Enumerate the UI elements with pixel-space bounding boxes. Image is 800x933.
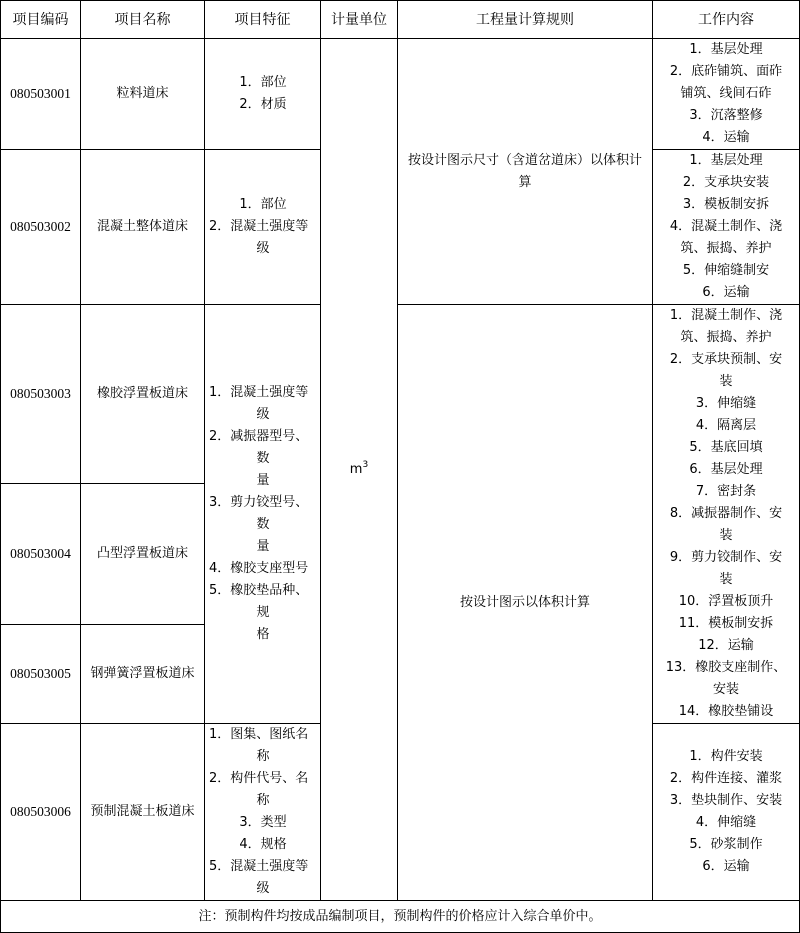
item-name: 钢弹簧浮置板道床 <box>81 625 205 724</box>
work-line: 10．浮置板顶升 <box>678 594 774 609</box>
work-line: 1．基层处理 <box>689 42 763 57</box>
item-work <box>653 150 800 305</box>
work-line: 装 <box>719 528 733 543</box>
work-line: 6．运输 <box>702 285 750 300</box>
unit-cell <box>321 39 398 901</box>
table-row <box>1 305 800 484</box>
item-name: 橡胶浮置板道床 <box>81 305 205 484</box>
feature-line: 级 <box>256 407 270 422</box>
item-name: 粒料道床 <box>81 39 205 150</box>
work-line: 4．混凝土制作、浇 <box>669 219 783 234</box>
item-work <box>653 724 800 901</box>
feature-line: 4．规格 <box>239 837 287 852</box>
feature-line: 2．减振器型号、 <box>209 429 309 444</box>
work-line: 装 <box>719 374 733 389</box>
work-line: 1．构件安装 <box>689 749 763 764</box>
feature-line: 5．混凝土强度等 <box>209 859 309 874</box>
item-features <box>205 39 321 150</box>
header-features: 项目特征 <box>205 1 321 39</box>
feature-line: 规 <box>256 605 270 620</box>
feature-line: 3．剪力铰型号、 <box>209 495 309 510</box>
item-features <box>205 724 321 901</box>
feature-line: 数 <box>256 517 270 532</box>
feature-line: 2．混凝土强度等 <box>209 219 309 234</box>
feature-line: 5．橡胶垫品种、 <box>209 583 309 598</box>
work-line: 装 <box>719 572 733 587</box>
work-line: 筑、振捣、养护 <box>680 241 772 256</box>
feature-line: 称 <box>256 793 270 808</box>
work-line: 筑、振捣、养护 <box>680 330 772 345</box>
feature-line: 量 <box>256 539 270 554</box>
work-line: 4．伸缩缝 <box>695 815 757 830</box>
header-rule: 工程量计算规则 <box>398 1 653 39</box>
work-line: 6．基层处理 <box>689 462 763 477</box>
rule-text: 按设计图示以体积计算 <box>459 594 590 610</box>
item-features <box>205 150 321 305</box>
feature-line: 1．部位 <box>239 197 287 212</box>
feature-line: 3．类型 <box>239 815 287 830</box>
item-code: 080503005 <box>1 625 81 724</box>
work-line: 9．剪力铰制作、安 <box>669 550 783 565</box>
feature-line: 级 <box>256 881 270 896</box>
feature-line: 数 <box>256 451 270 466</box>
feature-line: 格 <box>256 627 270 642</box>
work-line: 4．隔离层 <box>695 418 757 433</box>
item-code: 080503003 <box>1 305 81 484</box>
header-unit: 计量单位 <box>321 1 398 39</box>
feature-line: 4．橡胶支座型号 <box>209 561 309 576</box>
shared-work <box>653 305 800 724</box>
work-line: 3．沉落整修 <box>689 108 763 123</box>
item-code: 080503006 <box>1 724 81 901</box>
feature-line: 1．图集、图纸名 <box>209 727 309 742</box>
feature-line: 量 <box>256 473 270 488</box>
item-work <box>653 39 800 150</box>
work-line: 安装 <box>712 682 739 697</box>
feature-line: 1．部位 <box>239 75 287 90</box>
work-line: 7．密封条 <box>695 484 757 499</box>
note-row <box>1 901 800 933</box>
work-line: 14．橡胶垫铺设 <box>678 704 774 719</box>
header-name: 项目名称 <box>81 1 205 39</box>
work-line: 3．伸缩缝 <box>695 396 757 411</box>
item-code: 080503002 <box>1 150 81 305</box>
shared-features <box>205 305 321 724</box>
table-row <box>1 39 800 150</box>
work-line: 1．基层处理 <box>689 153 763 168</box>
unit-exponent: 3 <box>362 459 369 470</box>
header-code: 项目编码 <box>1 1 81 39</box>
work-line: 5．砂浆制作 <box>689 837 763 852</box>
header-row <box>1 1 800 39</box>
work-line: 4．运输 <box>702 130 750 145</box>
feature-line: 2．构件代号、名 <box>209 771 309 786</box>
item-code: 080503001 <box>1 39 81 150</box>
rule-cell <box>398 39 653 305</box>
work-line: 2．底砟铺筑、面砟 <box>669 64 783 79</box>
work-line: 5．伸缩缝制安 <box>682 263 770 278</box>
work-line: 3．垫块制作、安装 <box>669 793 783 808</box>
work-line: 3．模板制安拆 <box>682 197 770 212</box>
work-line: 2．构件连接、灌浆 <box>669 771 783 786</box>
item-code: 080503004 <box>1 484 81 625</box>
feature-line: 称 <box>256 749 270 764</box>
item-name: 预制混凝土板道床 <box>81 724 205 901</box>
work-line: 12．运输 <box>698 638 754 653</box>
work-line: 13．橡胶支座制作、 <box>665 660 787 675</box>
unit-base: m <box>349 461 363 477</box>
feature-line: 级 <box>256 241 270 256</box>
feature-line: 2．材质 <box>239 97 287 112</box>
feature-line: 1．混凝土强度等 <box>209 385 309 400</box>
work-line: 2．支承块安装 <box>682 175 770 190</box>
header-work: 工作内容 <box>653 1 800 39</box>
rule-cell <box>398 305 653 901</box>
item-name: 凸型浮置板道床 <box>81 484 205 625</box>
work-line: 2．支承块预制、安 <box>669 352 783 367</box>
work-line: 5．基底回填 <box>689 440 763 455</box>
table-note: 注：预制构件均按成品编制项目，预制构件的价格应计入综合单价中。 <box>1 901 800 933</box>
work-line: 11．模板制安拆 <box>678 616 774 631</box>
rule-text: 按设计图示尺寸（含道岔道床）以体积计算 <box>408 152 643 190</box>
work-line: 铺筑、线间石砟 <box>680 86 772 101</box>
item-name: 混凝土整体道床 <box>81 150 205 305</box>
work-line: 8．减振器制作、安 <box>669 506 783 521</box>
work-line: 6．运输 <box>702 859 750 874</box>
work-line: 1．混凝土制作、浇 <box>669 308 783 323</box>
